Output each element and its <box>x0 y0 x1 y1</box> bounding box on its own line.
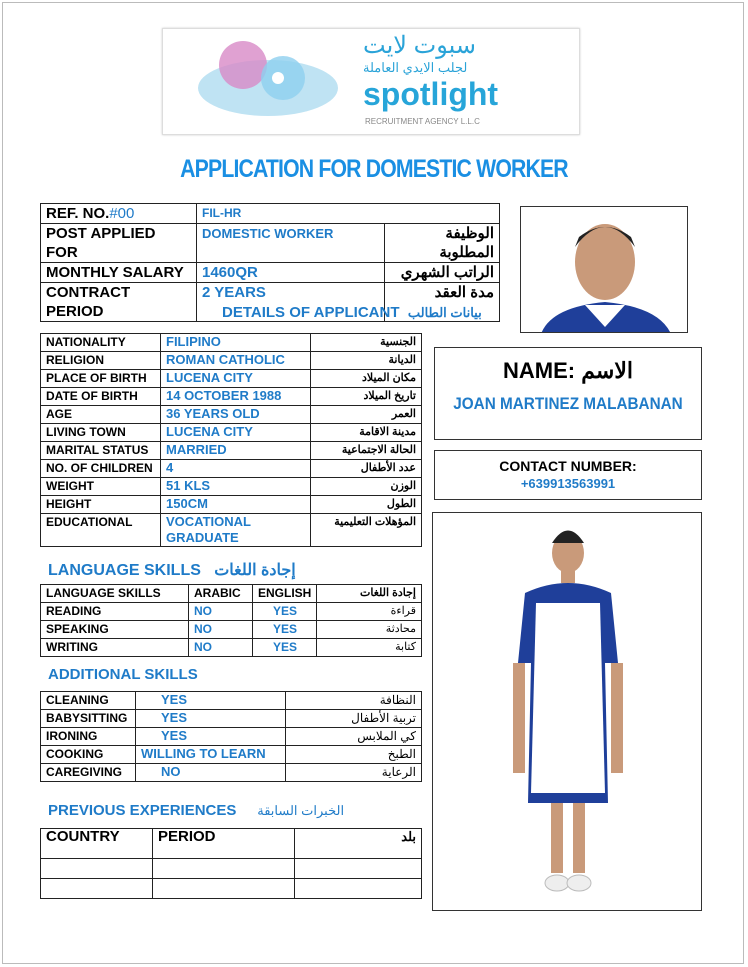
table-cell: NO <box>136 764 286 782</box>
table-cell: CLEANING <box>41 692 136 710</box>
empty-cell <box>295 879 422 899</box>
row-value: 2 YEARS <box>197 283 385 322</box>
table-cell: LUCENA CITY <box>161 424 311 442</box>
logo-tagline: RECRUITMENT AGENCY L.L.C <box>365 117 480 126</box>
table-row <box>41 621 422 639</box>
contact-number: +639913563991 <box>520 476 616 491</box>
empty-cell <box>153 859 295 879</box>
table-cell: WEIGHT <box>41 478 161 496</box>
table-cell: DATE OF BIRTH <box>41 388 161 406</box>
table-row <box>41 514 422 547</box>
experience-heading: PREVIOUS EXPERIENCES الخبرات السابقة <box>48 802 345 819</box>
name-label: NAME: <box>503 358 576 383</box>
table-cell: VOCATIONAL GRADUATE <box>161 514 311 547</box>
table-row <box>41 746 422 764</box>
table-row <box>41 478 422 496</box>
page-title: APPLICATION FOR DOMESTIC WORKER <box>180 155 568 183</box>
table-cell: EDUCATIONAL <box>41 514 161 547</box>
contact-box <box>434 450 702 500</box>
skills-heading: ADDITIONAL SKILLS <box>48 666 198 683</box>
table-cell: 51 KLS <box>161 478 311 496</box>
table-cell: IRONING <box>41 728 136 746</box>
table-cell: محادثة <box>317 621 422 639</box>
table-cell: RELIGION <box>41 352 161 370</box>
table-row <box>41 334 422 352</box>
table-cell: تاريخ الميلاد <box>311 388 422 406</box>
table-row <box>41 370 422 388</box>
table-cell: NO <box>189 639 253 657</box>
table-row <box>41 692 422 710</box>
table-cell: الجنسية <box>311 334 422 352</box>
table-cell: MARITAL STATUS <box>41 442 161 460</box>
table-cell: عدد الأطفال <box>311 460 422 478</box>
skills-table <box>40 691 422 782</box>
table-cell: COOKING <box>41 746 136 764</box>
table-row <box>41 603 422 621</box>
empty-cell <box>295 859 422 879</box>
row-ar: الوظيفة المطلوبة <box>385 224 500 263</box>
table-cell: CAREGIVING <box>41 764 136 782</box>
table-row <box>41 406 422 424</box>
table-cell: PLACE OF BIRTH <box>41 370 161 388</box>
table-cell: HEIGHT <box>41 496 161 514</box>
table-cell: مدينة الاقامة <box>311 424 422 442</box>
table-cell: WILLING TO LEARN <box>136 746 286 764</box>
table-cell: MARRIED <box>161 442 311 460</box>
logo-icon <box>183 33 363 133</box>
table-row <box>41 496 422 514</box>
row-ar: الراتب الشهري <box>385 263 500 283</box>
table-row <box>41 388 422 406</box>
row-label: MONTHLY SALARY <box>41 263 197 283</box>
header-cell: LANGUAGE SKILLS <box>41 585 189 603</box>
table-cell: ROMAN CATHOLIC <box>161 352 311 370</box>
logo-brand: spotlight <box>363 76 499 112</box>
language-heading: LANGUAGE SKILLS إجادة اللغات <box>48 562 296 579</box>
details-heading: DETAILS OF APPLICANT بيانات الطالب <box>222 304 482 321</box>
row-value: DOMESTIC WORKER <box>197 224 385 263</box>
table-cell: النظافة <box>286 692 422 710</box>
header-cell: COUNTRY <box>41 829 153 859</box>
table-row <box>41 442 422 460</box>
table-cell: المؤهلات التعليمية <box>311 514 422 547</box>
header-cell: ARABIC <box>189 585 253 603</box>
experience-table <box>40 828 422 899</box>
table-cell: SPEAKING <box>41 621 189 639</box>
table-cell: تربية الأطفال <box>286 710 422 728</box>
table-cell: الوزن <box>311 478 422 496</box>
table-cell: كتابة <box>317 639 422 657</box>
logo-arabic-sub: لجلب الايدي العاملة <box>363 60 468 75</box>
name-box <box>434 347 702 440</box>
table-cell: BABYSITTING <box>41 710 136 728</box>
table-cell: 4 <box>161 460 311 478</box>
row-label: CONTRACT PERIOD <box>41 283 197 322</box>
language-table <box>40 584 422 657</box>
table-cell: YES <box>253 639 317 657</box>
table-cell: NO <box>189 621 253 639</box>
table-row <box>41 728 422 746</box>
table-cell: AGE <box>41 406 161 424</box>
table-row <box>41 764 422 782</box>
table-cell: FILIPINO <box>161 334 311 352</box>
row-ar: مدة العقد <box>385 283 500 322</box>
header-cell: ENGLISH <box>253 585 317 603</box>
table-row <box>41 710 422 728</box>
table-cell: READING <box>41 603 189 621</box>
table-row <box>41 424 422 442</box>
table-cell: الديانة <box>311 352 422 370</box>
table-cell: الحالة الاجتماعية <box>311 442 422 460</box>
table-cell: LUCENA CITY <box>161 370 311 388</box>
table-cell: الطول <box>311 496 422 514</box>
logo-arabic: سبوت لايت <box>363 32 476 59</box>
row-label: POST APPLIED FOR <box>41 224 197 263</box>
table-row <box>41 639 422 657</box>
ref-label: REF. NO.#00 <box>41 204 197 224</box>
empty-cell <box>41 859 153 879</box>
table-cell: WRITING <box>41 639 189 657</box>
header-cell: بلد <box>295 829 422 859</box>
table-cell: YES <box>136 692 286 710</box>
table-cell: كي الملابس <box>286 728 422 746</box>
portrait-photo <box>520 206 688 333</box>
full-body-photo <box>432 512 702 911</box>
name-label-ar: الاسم <box>581 358 633 383</box>
table-cell: YES <box>253 603 317 621</box>
details-table <box>40 333 422 547</box>
table-cell: قراءة <box>317 603 422 621</box>
ref-code: FIL-HR <box>197 204 500 224</box>
table-cell: مكان الميلاد <box>311 370 422 388</box>
table-cell: YES <box>253 621 317 639</box>
row-value: 1460QR <box>197 263 385 283</box>
contact-label: CONTACT NUMBER: <box>499 458 637 474</box>
header-cell: إجادة اللغات <box>317 585 422 603</box>
table-cell: العمر <box>311 406 422 424</box>
table-cell: الطبخ <box>286 746 422 764</box>
table-cell: YES <box>136 710 286 728</box>
table-row <box>41 460 422 478</box>
agency-logo <box>162 28 580 135</box>
header-cell: PERIOD <box>153 829 295 859</box>
table-cell: NO <box>189 603 253 621</box>
table-cell: YES <box>136 728 286 746</box>
table-cell: 14 OCTOBER 1988 <box>161 388 311 406</box>
empty-cell <box>41 879 153 899</box>
empty-cell <box>153 879 295 899</box>
table-cell: NO. OF CHILDREN <box>41 460 161 478</box>
table-row <box>41 352 422 370</box>
table-cell: 150CM <box>161 496 311 514</box>
applicant-name: JOAN MARTINEZ MALABANAN <box>453 394 683 413</box>
table-cell: الرعاية <box>286 764 422 782</box>
table-cell: LIVING TOWN <box>41 424 161 442</box>
table-cell: 36 YEARS OLD <box>161 406 311 424</box>
table-cell: NATIONALITY <box>41 334 161 352</box>
